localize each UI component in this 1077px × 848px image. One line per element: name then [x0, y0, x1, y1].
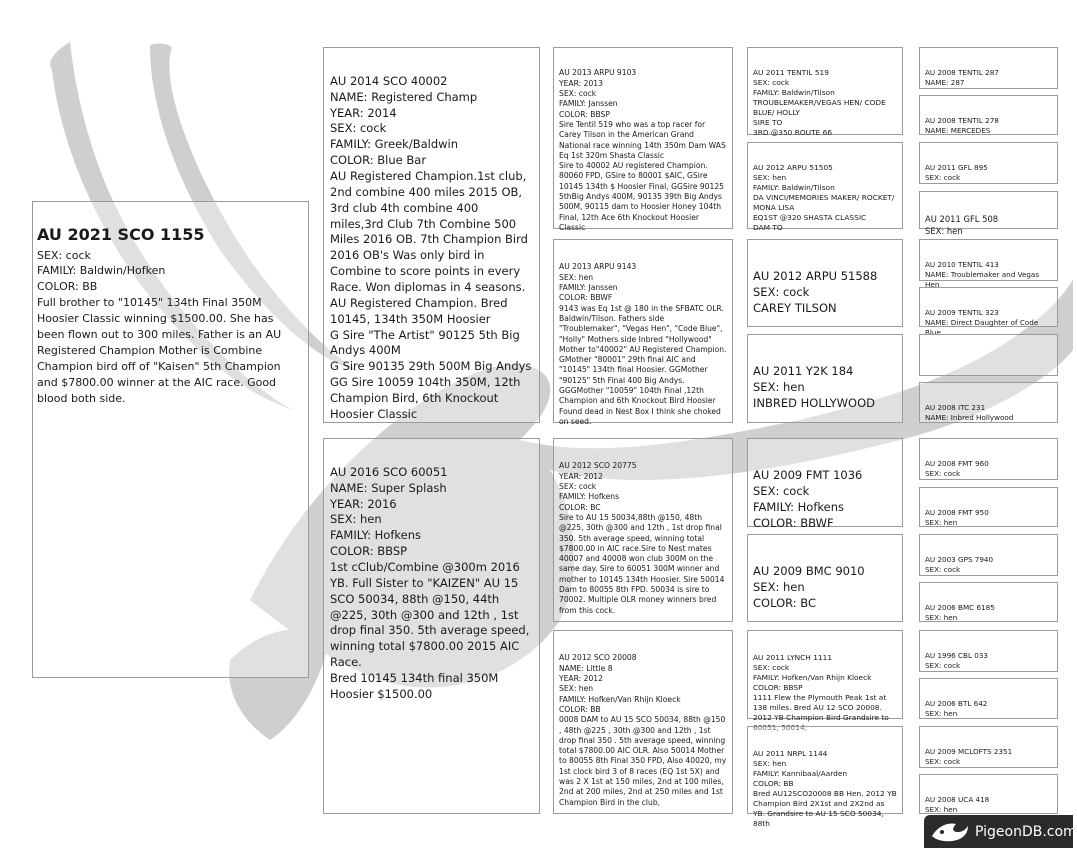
gen5-details-14: AU 2006 BTL 642 SEX: hen [925, 699, 988, 719]
gen5-details-4: AU 2011 GFL 508 SEX: hen [925, 213, 999, 236]
gen5-card-10[interactable] [919, 487, 1058, 527]
gen5-details-10: AU 2008 FMT 950 SEX: hen [925, 508, 989, 528]
gen5-card-4[interactable] [919, 191, 1058, 236]
gen5-card-16[interactable] [919, 774, 1058, 814]
sire-card[interactable] [323, 47, 540, 423]
gen4-details-5: AU 2009 FMT 1036 SEX: cock FAMILY: Hofkens COLOR: BBWF [753, 468, 863, 531]
gen5-card-6[interactable] [919, 287, 1058, 338]
gen5-details-6: AU 2009 TENTIL 323 NAME: Direct Daughter of Code Blue [925, 308, 1039, 338]
gen4-card-4[interactable] [747, 334, 903, 423]
gen5-details-13: AU 1996 CBL 033 SEX: cock [925, 651, 988, 671]
gen4-details-8: AU 2011 NRPL 1144 SEX: hen FAMILY: Kannibaal/Aarden COLOR: BB Bred AU12SCO20008 BB Hen. 2012 YB Champion Bird 2X1st and 2X2nd as YB. Grandsire to AU 15 SCO 50034, 88th [753, 748, 897, 828]
gen5-card-12[interactable] [919, 582, 1058, 622]
gen4-card-3[interactable] [747, 239, 903, 327]
gen5-card-7[interactable] [919, 334, 1058, 376]
dam-details: AU 2016 SCO 60051 NAME: Super Splash YEAR: 2016 SEX: hen FAMILY: Hofkens COLOR: BBSP 1st cClub/Combine @300m 2016 YB. Full Sister to "KAIZEN" AU 15 SCO 50034, 88th @150, 44th @225, 30th @300 and 12th , 1st drop final 350. 5th average speed, winning total $7800.00 2015 AIC Race. Bred 10145 134th final 350M Hoosier $1500.00 [330, 464, 530, 701]
subject-bird-band: AU 2021 SCO 1155 [37, 224, 205, 244]
gen5-details-9: AU 2008 FMT 960 SEX: cock [925, 459, 989, 479]
gen4-card-1[interactable] [747, 47, 903, 135]
gen5-details-15: AU 2009 MCLOFTS 2351 SEX: cock [925, 747, 1013, 767]
sire-details: AU 2014 SCO 40002 NAME: Registered Champ YEAR: 2014 SEX: cock FAMILY: Greek/Baldwin COLOR: Blue Bar AU Registered Champion.1st club, 2nd combine 400 miles 2015 OB, 3rd club 4th combine 400 miles,3rd Club 7th Combine 500 Miles 2016 OB. 7th Champion Bird 2016 OB's Was only bird in Combine to score points in every Race. Won diplomas in 4 seasons. AU Registered Champion. Bred 10145, 134th 350M Hoosier G Sire "The Artist" 90125 5th Big Andys 400M G Sire 90135 29th 500M Big Andys GG Sire 10059 104th 350M, 12th Champion Bird, 6th Knockout Hoosier Classic [330, 73, 532, 421]
granddam-maternal-card[interactable] [553, 630, 733, 814]
gen5-details-5: AU 2010 TENTIL 413 NAME: Troublemaker and Vegas Hen [925, 260, 1040, 290]
gen5-card-3[interactable] [919, 142, 1058, 184]
pigeon-logo-icon [930, 820, 970, 844]
gen4-card-7[interactable] [747, 630, 903, 732]
granddam-paternal-card[interactable] [553, 239, 733, 426]
gen4-card-2[interactable] [747, 142, 903, 232]
granddam-maternal-details: AU 2012 SCO 20008 NAME: Little 8 YEAR: 2012 SEX: hen FAMILY: Hofken/Van Rhijn Kloeck COLOR: BB 0008 DAM to AU 15 SCO 50034, 88th @150 , 48th @225 , 30th @300 and 12th , 1st drop final 350 . 5th average speed, winning total $7800.00 AIC OLR. Also 50014 Mother to 80055 8th Final 350 FPD, Also 40020, my 1st clock bird 3 of 8 races (EQ 1st 5X) and was 2 X 1st at 150 miles, 2nd at 100 miles, 2nd at 200 miles, 2nd at 250 miles and 1st Champion Bird in the club, [559, 653, 727, 807]
logo-text: PigeonDB.com [975, 823, 1077, 840]
granddam-paternal-details: AU 2013 ARPU 9143 SEX: hen FAMILY: Janssen COLOR: BBWF 9143 was Eq 1st @ 180 in the SFBATC OLR. Baldwin/Tilson. Fathers side "Troublemaker", "Vegas Hen", "Code Blue", "Holly" Mothers side Inbred "Hollywood" Mother to"40002" AU Registered Champion. GMother "80001" 29th final AIC and "10145" 134th final Hoosier. GGMother "90125" 5th Final 400 Big Andys. GGGMother "10059" 104th Final ,12th Champion and 6th Knockout Bird Hoosier Found dead in Nest Box I think she choked on seed. [559, 262, 727, 426]
grandsire-paternal-card[interactable] [553, 47, 733, 232]
gen5-details-11: AU 2003 GPS 7940 SEX: cock [925, 555, 994, 575]
gen4-details-1: AU 2011 TENTIL 519 SEX: cock FAMILY: Baldwin/Tilson TROUBLEMAKER/VEGAS HEN/ CODE BLUE/ HOLLY SIRE TO 3RD @350 ROUTE 66 [753, 67, 886, 137]
gen4-details-2: AU 2012 ARPU 51505 SEX: hen FAMILY: Baldwin/Tilson DA VINCI/MEMORIES MAKER/ ROCKET/ MONA LISA EQ1ST @320 SHASTA CLASSIC DAM TO [753, 162, 895, 232]
gen5-card-1[interactable] [919, 47, 1058, 89]
grandsire-paternal-details: AU 2013 ARPU 9103 YEAR: 2013 SEX: cock FAMILY: Janssen COLOR: BBSP Sire Tentil 519 who was a top racer for Carey Tilson in the American Grand National race winning 14th 350m Dam WAS Eq 1st 320m Shasta Classic Sire to 40002 AU registered Champion. 80060 FPD, GSire to 80001 $AIC, GSire 10145 134th $ Hoosier Final, GGSire 90125 5thBig Andys 400M, 90135 39th Big Andys 500M, 90115 dam to Hoosier Honey 104th Final, 12th Ace 6th Knockout Hoosier Classic [559, 68, 726, 232]
gen4-details-4: AU 2011 Y2K 184 SEX: hen INBRED HOLLYWOOD [753, 364, 875, 411]
subject-bird-details: SEX: cock FAMILY: Baldwin/Hofken COLOR: BB Full brother to "10145" 134th Final 350M Hoosier Classic winning $1500.00. She has been flown out to 300 miles. Father is an AU Registered Champion Mother is Combine Champion bird off of "Kaisen" 5th Champion and $7800.00 winner at the AIC race. Good blood both side. [37, 248, 282, 405]
gen4-card-8[interactable] [747, 726, 903, 828]
grandsire-maternal-card[interactable] [553, 438, 733, 622]
gen4-details-7: AU 2011 LYNCH 1111 SEX: cock FAMILY: Hofken/Van Rhijn Kloeck COLOR: BBSP 1111 Flew the Plymouth Peak 1st at 138 miles. Bred AU 12 SCO 20008. 2012 YB Champion Bird Grandsire to 60051, 50014, [753, 652, 889, 732]
gen5-details-16: AU 2008 UCA 418 SEX: hen [925, 795, 990, 815]
gen4-card-6[interactable] [747, 534, 903, 622]
gen5-card-8[interactable] [919, 382, 1058, 423]
gen5-details-8: AU 2008 ITC 231 NAME: Inbred Hollywood [925, 403, 1014, 423]
gen5-card-15[interactable] [919, 726, 1058, 768]
gen5-details-2: AU 2008 TENTIL 278 NAME: MERCEDES [925, 116, 999, 136]
gen4-card-5[interactable] [747, 438, 903, 531]
gen4-details-6: AU 2009 BMC 9010 SEX: hen COLOR: BC [753, 564, 865, 611]
gen5-details-1: AU 2008 TENTIL 287 NAME: 287 [925, 68, 999, 88]
gen5-card-5[interactable] [919, 239, 1058, 290]
gen5-details-12: AU 2006 BMC 6185 SEX: hen [925, 603, 995, 623]
gen5-card-13[interactable] [919, 630, 1058, 672]
subject-bird-card[interactable] [32, 201, 309, 678]
gen4-details-3: AU 2012 ARPU 51588 SEX: cock CAREY TILSON [753, 269, 878, 316]
dam-card[interactable] [323, 438, 540, 814]
grandsire-maternal-details: AU 2012 SCO 20775 YEAR: 2012 SEX: cock FAMILY: Hofkens COLOR: BC Sire to AU 15 50034,88th @150, 48th @225, 30th @300 and 12th , 1st drop final 350. 5th average speed, winning total $7800.00 in AIC race.Sire to Nest mates 40007 and 40008 won club 300M on the same day. Sire to 60051 300M winner and mother to 10145 134th Hoosier. Sire 50014 Dam to 80055 8th FPD. 50034 is sire to 70002. Multiple OLR money winners bred from this cock. [559, 461, 725, 615]
gen5-card-11[interactable] [919, 534, 1058, 576]
pigeondb-logo[interactable] [924, 815, 1077, 848]
gen5-card-14[interactable] [919, 678, 1058, 719]
gen5-card-2[interactable] [919, 95, 1058, 135]
gen5-card-9[interactable] [919, 438, 1058, 480]
gen5-details-3: AU 2011 GFL 895 SEX: cock [925, 163, 988, 183]
